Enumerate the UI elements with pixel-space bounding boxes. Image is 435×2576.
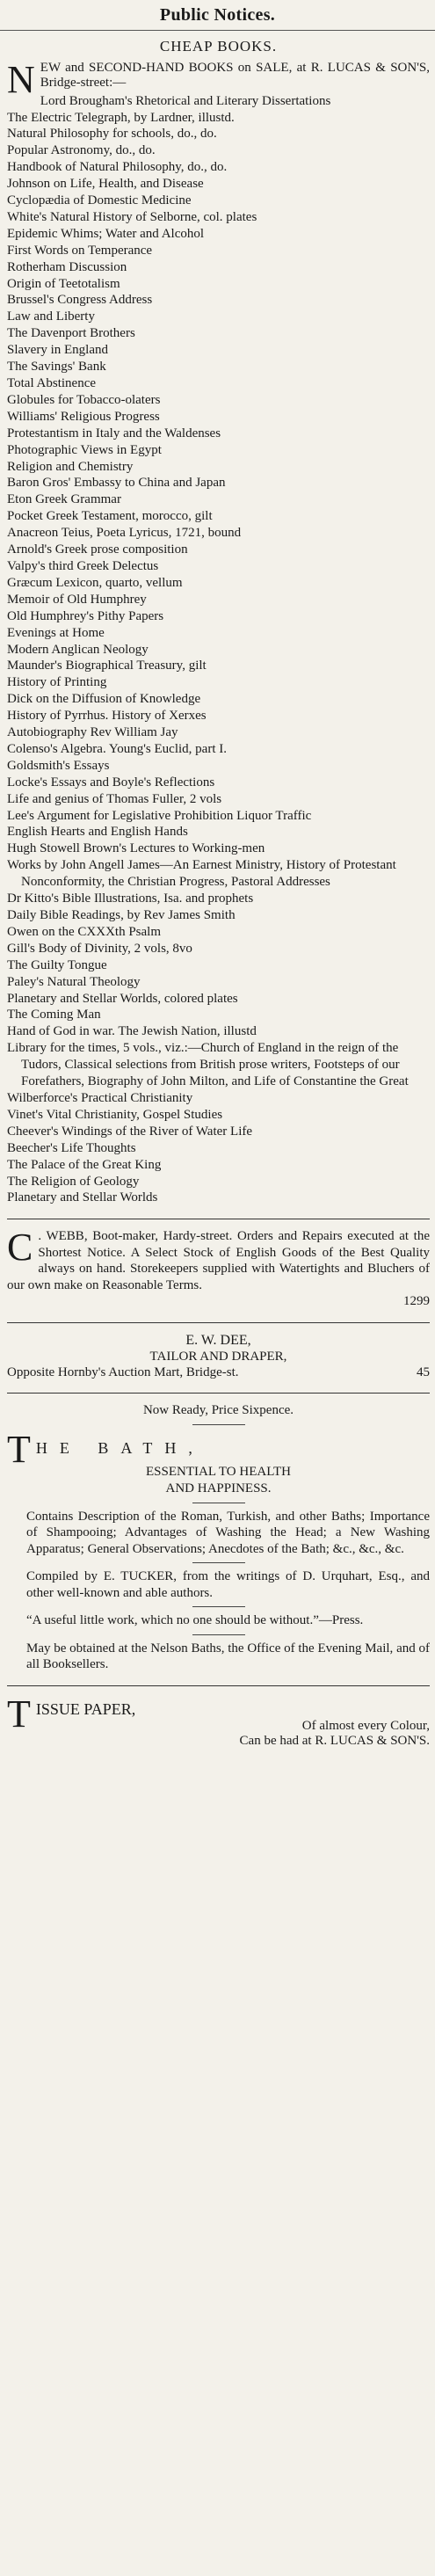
book-item: Cyclopædia of Domestic Medicine (7, 193, 192, 208)
book-item: Life and genius of Thomas Fuller, 2 vols (7, 791, 222, 806)
bath-contents: Contains Description of the Roman, Turkish, and other Baths; Importance of Shampooing; Advantages of Washing the Head; a New Washing Apparatus; General Observations; Anecdotes of the Bath; &c., &c., &c. (26, 1509, 430, 1556)
section-header (0, 0, 435, 31)
book-item: Hand of God in war. The Jewish Nation, illustd (7, 1024, 257, 1039)
dee-advert (7, 1332, 430, 1380)
book-item: Anacreon Teius, Poeta Lyricus, 1721, bound (7, 526, 242, 541)
book-item: Law and Liberty (7, 309, 95, 324)
book-item: Memoir of Old Humphrey (7, 592, 147, 607)
book-item: Planetary and Stellar Worlds, colored plates (7, 991, 238, 1006)
book-item: Brussel's Congress Address (7, 293, 153, 308)
book-item: Eton Greek Grammar (7, 492, 121, 507)
book-item: Handbook of Natural Philosophy, do., do. (7, 160, 228, 175)
book-item: Rotherham Discussion (7, 259, 127, 274)
dee-name: E. W. DEE, (185, 1332, 251, 1348)
book-item: Gill's Body of Divinity, 2 vols, 8vo (7, 941, 192, 956)
bath-quote: “A useful little work, which no one should be without.”—Press. (26, 1613, 364, 1628)
bath-drop-cap: T (7, 1427, 31, 1471)
book-item: Baron Gros' Embassy to China and Japan (7, 476, 226, 491)
small-divider (192, 1606, 245, 1607)
tissue-line2: Of almost every Colour, (301, 1718, 430, 1733)
book-item: The Davenport Brothers (7, 326, 135, 341)
book-item: Dr Kitto's Bible Illustrations, Isa. and prophets (7, 891, 254, 906)
section-title: Public Notices. (159, 4, 276, 25)
tissue-title: ISSUE PAPER, (35, 1699, 136, 1718)
books-advert (0, 38, 435, 1749)
book-item: Goldsmith's Essays (7, 758, 110, 773)
bath-obtain: May be obtained at the Nelson Baths, the Office of the Evening Mail, and of all Booksellers. (26, 1641, 430, 1672)
book-item: The Palace of the Great King (7, 1157, 162, 1172)
book-item: Græcum Lexicon, quarto, vellum (7, 575, 183, 590)
book-item: Planetary and Stellar Worlds (7, 1190, 158, 1205)
small-divider (192, 1634, 245, 1635)
book-item: Lee's Argument for Legislative Prohibition Liquor Traffic (7, 808, 312, 823)
book-item: Daily Bible Readings, by Rev James Smith (7, 908, 236, 922)
book-item: Works by John Angell James—An Earnest Ministry, History of Protestant Nonconformity, the Christian Progress, Pastoral Addresses (7, 858, 396, 890)
book-item: The Electric Telegraph, by Lardner, illustd. (7, 110, 235, 125)
small-divider (192, 1562, 245, 1563)
book-item: Autobiography Rev William Jay (7, 725, 178, 740)
book-item: Maunder's Biographical Treasury, gilt (7, 659, 207, 673)
webb-advert (7, 1228, 430, 1310)
books-title: CHEAP BOOKS. (159, 38, 278, 55)
book-item: English Hearts and English Hands (7, 825, 188, 840)
book-item: Wilberforce's Practical Christianity (7, 1090, 193, 1105)
book-item: Colenso's Algebra. Young's Euclid, part I. (7, 741, 227, 756)
book-item: First Words on Temperance (7, 243, 153, 258)
book-item: History of Printing (7, 675, 107, 690)
webb-drop-cap: C (7, 1226, 33, 1270)
book-item: Cheever's Windings of the River of Water Life (7, 1124, 253, 1139)
book-item: Lord Brougham's Rhetorical and Literary Dissertations (40, 93, 331, 108)
bath-advert (7, 1402, 430, 1673)
books-intro-text: EW and SECOND-HAND BOOKS on SALE, at R. LUCAS & SON'S, Bridge-street:— (40, 61, 430, 91)
book-item: Dick on the Diffusion of Knowledge (7, 692, 201, 707)
book-item: Pocket Greek Testament, morocco, gilt (7, 509, 213, 524)
book-item: Evenings at Home (7, 625, 105, 640)
book-item: Popular Astronomy, do., do. (7, 143, 156, 158)
book-item: Protestantism in Italy and the Waldenses (7, 426, 221, 440)
book-item: The Coming Man (7, 1008, 101, 1022)
book-item: History of Pyrrhus. History of Xerxes (7, 709, 207, 724)
book-item: White's Natural History of Selborne, col. plates (7, 209, 257, 224)
bath-title-block (7, 1427, 430, 1471)
book-item: Total Abstinence (7, 376, 97, 390)
book-item: Old Humphrey's Pithy Papers (7, 608, 164, 623)
dee-trade: TAILOR AND DRAPER, (149, 1349, 287, 1364)
dee-address: Opposite Hornby's Auction Mart, Bridge-st. (7, 1364, 239, 1379)
small-divider (192, 1424, 245, 1425)
book-item: Locke's Essays and Boyle's Reflections (7, 775, 215, 790)
book-item: Beecher's Life Thoughts (7, 1140, 136, 1155)
book-item: Globules for Tobacco-olaters (7, 392, 161, 407)
book-item: Library for the times, 5 vols., viz.:—Church of England in the reign of the Tudors, Classical selections from British prose writers, Footsteps of our Forefathers, Biography of John Milton, and Life of Constantine the Great (7, 1041, 409, 1089)
book-item: Religion and Chemistry (7, 459, 134, 474)
book-item: Natural Philosophy for schools, do., do. (7, 127, 217, 142)
bath-compiled: Compiled by E. TUCKER, from the writings of D. Urquhart, Esq., and other well-known and able authors. (26, 1569, 430, 1600)
dee-address-row (7, 1365, 430, 1380)
bath-sub2: AND HAPPINESS. (165, 1481, 272, 1495)
book-item: Valpy's third Greek Delectus (7, 558, 159, 573)
bath-ready: Now Ready, Price Sixpence. (142, 1402, 294, 1417)
book-item: Williams' Religious Progress (7, 409, 160, 424)
book-item: Epidemic Whims; Water and Alcohol (7, 226, 205, 241)
divider (7, 1393, 430, 1394)
book-item: Hugh Stowell Brown's Lectures to Working-men (7, 841, 265, 856)
books-drop-cap: N (7, 58, 35, 101)
book-item: Vinet's Vital Christianity, Gospel Studies (7, 1107, 223, 1122)
book-item: The Guilty Tongue (7, 957, 107, 972)
book-item: Paley's Natural Theology (7, 974, 141, 989)
book-item: Origin of Teetotalism (7, 276, 120, 291)
book-item: Owen on the CXXXth Psalm (7, 924, 161, 939)
book-item: The Savings' Bank (7, 360, 106, 375)
tissue-line3: Can be had at R. LUCAS & SON'S. (239, 1733, 430, 1748)
book-item: The Religion of Geology (7, 1174, 140, 1189)
webb-ad-number: 1299 (403, 1294, 430, 1309)
divider (7, 1685, 430, 1686)
book-item: Johnson on Life, Health, and Disease (7, 177, 204, 192)
dee-ad-number: 45 (417, 1364, 430, 1379)
webb-heading: . WEBB, Boot-maker, Hardy-street. (38, 1229, 233, 1244)
tissue-drop-cap: T (7, 1692, 31, 1736)
tissue-advert (7, 1692, 430, 1749)
book-list (7, 93, 430, 1207)
bath-title: HE BATH, (35, 1438, 205, 1457)
webb-text: Orders and Repairs executed at the Shortest Notice. A Select Stock of English Goods of the Best Quality always on hand. Storekeepers supplied with Watertights and Bluchers of our own make on Reasonable Terms. (7, 1229, 431, 1292)
bath-sub1: ESSENTIAL TO HEALTH (146, 1464, 291, 1479)
divider (7, 1322, 430, 1323)
book-item: Photographic Views in Egypt (7, 442, 162, 457)
book-item: Modern Anglican Neology (7, 642, 149, 657)
book-item: Slavery in England (7, 343, 108, 358)
book-item: Arnold's Greek prose composition (7, 542, 188, 557)
